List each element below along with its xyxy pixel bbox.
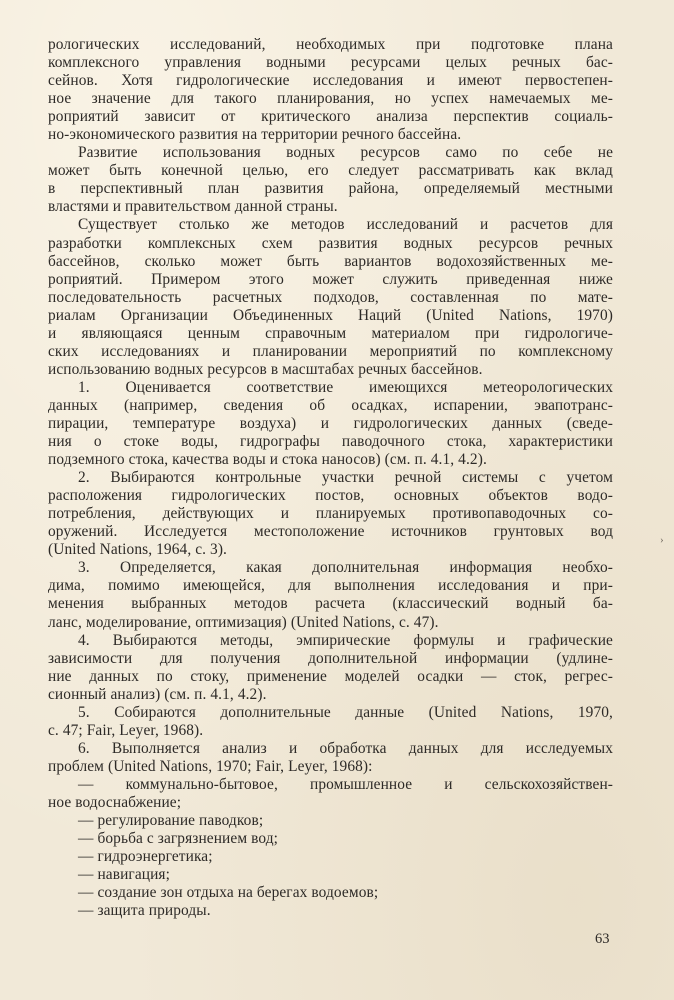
dash-list-item: — борьба с загрязнением вод;: [78, 830, 279, 848]
dash-list-item: — регулирование паводков;: [78, 812, 264, 830]
paragraph-start-line: Существует столько же методов исследований и расчетов для: [78, 216, 613, 234]
text-line: (United Nations, 1964, с. 3).: [48, 541, 228, 559]
text-line: сейнов. Хотя гидрологические исследования и имеют первостепен-: [48, 72, 613, 90]
numbered-item-line: 2. Выбираются контрольные участки речной системы с учетом: [78, 469, 613, 487]
text-line: зависимости для получения дополнительной информации (удлине-: [48, 649, 613, 667]
dash-list-item: — навигация;: [78, 866, 170, 884]
text-line: риалам Организации Объединенных Наций (United Nations, 1970): [48, 306, 613, 324]
page-body-text: [48, 36, 613, 920]
text-line: использованию водных ресурсов в масштабах речных бассейнов.: [48, 360, 483, 378]
text-line: пирации, температуре воздуха) и гидрологических данных (сведе-: [48, 414, 613, 432]
text-line: менения выбранных методов расчета (классический водный ба-: [48, 595, 613, 613]
text-line: рологических исследований, необходимых при подготовке плана: [48, 36, 613, 53]
text-line: расположения гидрологических постов, основных объектов водо-: [48, 487, 613, 505]
text-line: ланс, моделирование, оптимизация) (United Nations, с. 47).: [48, 613, 439, 631]
numbered-item-line: 6. Выполняется анализ и обработка данных для исследуемых: [78, 739, 613, 757]
margin-mark: ›: [660, 534, 664, 546]
text-line: данных (например, сведения об осадках, испарении, эвапотранс-: [48, 396, 613, 414]
text-line: оружений. Исследуется местоположение источников грунтовых вод: [48, 523, 613, 541]
text-line: ния о стоке воды, гидрографы паводочного стока, характеристики: [48, 433, 613, 451]
dash-list-item: — создание зон отдыха на берегах водоемов;: [78, 884, 379, 902]
dash-list-item: — защита природы.: [78, 902, 211, 920]
text-line: ное значение для такого планирования, но успех намечаемых ме-: [48, 90, 613, 108]
text-line: последовательность расчетных подходов, составленная по мате-: [48, 288, 613, 306]
paragraph-start-line: Развитие использования водных ресурсов само по себе не: [78, 144, 613, 162]
dash-list-item: — коммунально-бытовое, промышленное и сельскохозяйствен-: [78, 775, 613, 793]
text-line: комплексного управления водными ресурсами целых речных бас-: [48, 54, 613, 72]
text-line: проблем (United Nations, 1970; Fair, Leyer, 1968):: [48, 757, 373, 775]
numbered-item-line: 3. Определяется, какая дополнительная информация необхо-: [78, 559, 613, 577]
numbered-item-line: 1. Оценивается соответствие имеющихся метеорологических: [78, 378, 613, 396]
text-line: сионный анализ) (см. п. 4.1, 4.2).: [48, 685, 267, 703]
text-line: ное водоснабжение;: [48, 793, 182, 811]
text-line: ских исследованиях и планировании мероприятий по комплексному: [48, 342, 613, 360]
text-line: подземного стока, качества воды и стока наносов) (см. п. 4.1, 4.2).: [48, 451, 487, 469]
text-line: роприятий зависит от критического анализа перспектив социаль-: [48, 108, 613, 126]
text-line: дима, помимо имеющейся, для выполнения исследования и при-: [48, 577, 613, 595]
text-line: в перспективный план развития района, определяемый местными: [48, 180, 613, 198]
text-line: роприятий. Примером этого может служить приведенная ниже: [48, 270, 613, 288]
numbered-item-line: 4. Выбираются методы, эмпирические формулы и графические: [78, 631, 613, 649]
text-line: ние данных по стоку, применение моделей осадки — сток, регрес-: [48, 667, 613, 685]
text-line: но-экономического развития на территории речного бассейна.: [48, 126, 462, 144]
page-number: 63: [595, 931, 610, 947]
dash-list-item: — гидроэнергетика;: [78, 848, 213, 866]
text-line: и являющаяся ценным справочным материалом при гидрологиче-: [48, 324, 613, 342]
text-line: властями и правительством данной страны.: [48, 198, 338, 216]
text-line: с. 47; Fair, Leyer, 1968).: [48, 721, 204, 739]
numbered-item-line: 5. Собираются дополнительные данные (United Nations, 1970,: [78, 703, 613, 721]
text-line: потребления, действующих и планируемых противопаводочных со-: [48, 505, 613, 523]
text-line: бассейнов, сколько может быть вариантов водохозяйственных ме-: [48, 252, 613, 270]
text-line: может быть конечной целью, его следует рассматривать как вклад: [48, 162, 613, 180]
text-line: разработки комплексных схем развития водных ресурсов речных: [48, 234, 613, 252]
